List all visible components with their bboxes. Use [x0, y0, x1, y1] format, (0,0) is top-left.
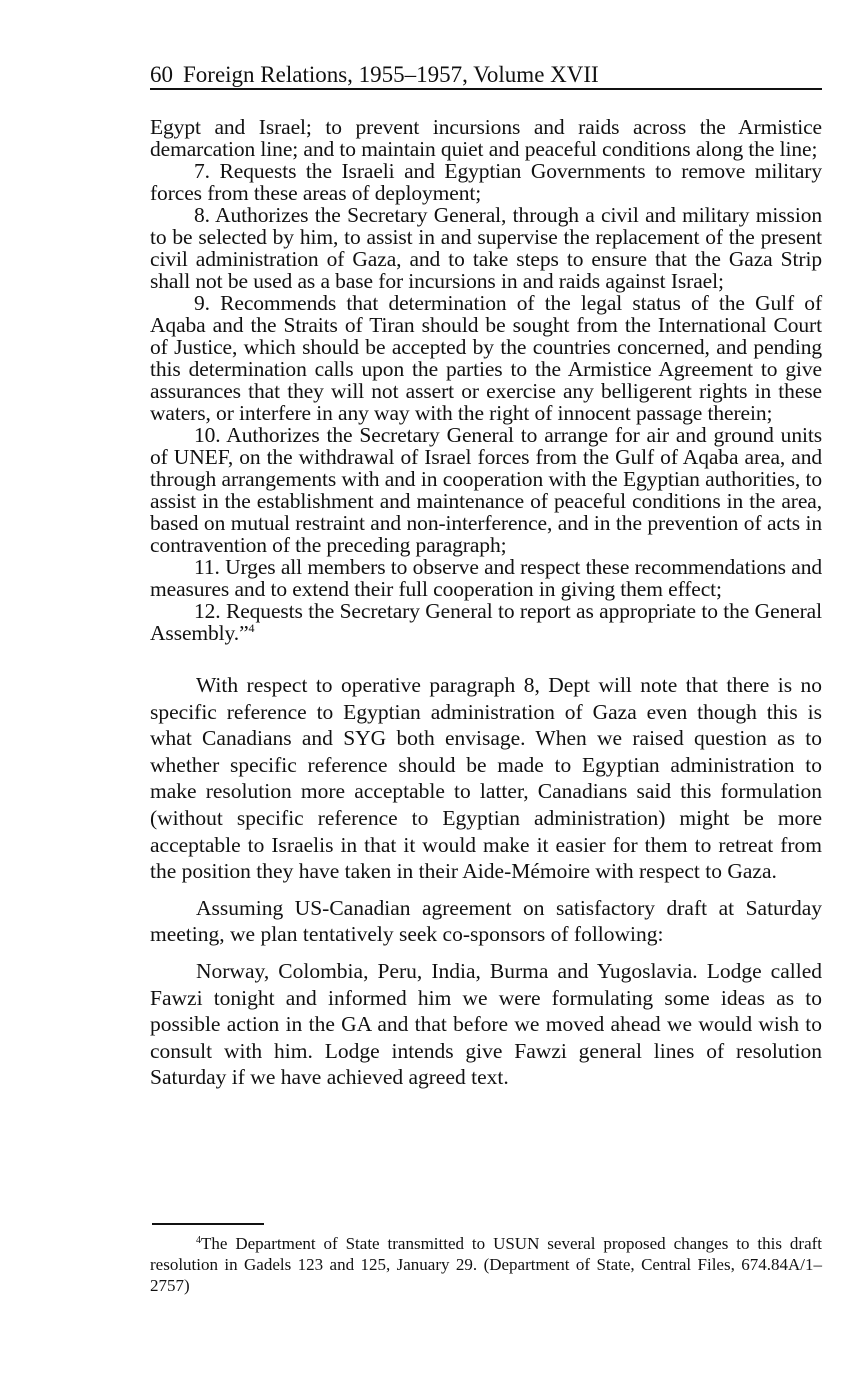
footnote-divider: [152, 1223, 264, 1225]
resolution-lead-in: Egypt and Israel; to prevent incursions and raids across the Armistice demarcation line; and to maintain quiet and peaceful conditions along the line;: [150, 115, 822, 161]
resolution-paragraph-12-text: 12. Requests the Secretary General to report as appropriate to the General Assembly.”: [150, 599, 822, 645]
resolution-paragraph-8: 8. Authorizes the Secretary General, through a civil and military mission to be selected by him, to assist in and supervise the replacement of the present civil administration of Gaza, and to take steps to ensure that the Gaza Strip shall not be used as a base for incursions in and raids against Israel;: [150, 203, 822, 293]
body-text: [150, 116, 822, 1101]
running-title: Foreign Relations, 1955–1957, Volume XVII: [183, 62, 599, 87]
footnote: [150, 1233, 822, 1296]
telegram-prose: [150, 672, 822, 1091]
footnote-reference[interactable]: 4: [248, 621, 255, 635]
footnote-text: The Department of State transmitted to USUN several proposed changes to this draft resolution in Gadels 123 and 125, January 29. (Department of State, Central Files, 674.84A/1–2757): [150, 1234, 822, 1295]
prose-paragraph: With respect to operative paragraph 8, Dept will note that there is no specific reference to Egyptian administration of Gaza even though this is what Canadians and SYG both envisage. When we raised question as to whether specific reference should be made to Egyptian administration to make resolution more acceptable to latter, Canadians said this formulation (without specific reference to Egyptian administration) might be more acceptable to Israelis in that it would make it easier for them to retreat from the position they have taken in their Aide-Mémoire with respect to Gaza.: [150, 673, 822, 884]
resolution-paragraph-7: 7. Requests the Israeli and Egyptian Governments to remove military forces from these areas of deployment;: [150, 159, 822, 205]
resolution-paragraph-11: 11. Urges all members to observe and respect these recommendations and measures and to extend their full cooperation in giving them effect;: [150, 555, 822, 601]
resolution-paragraph-12: [150, 600, 822, 644]
resolution-paragraph-9: 9. Recommends that determination of the legal status of the Gulf of Aqaba and the Straits of Tiran should be sought from the International Court of Justice, which should be accepted by the countries concerned, and pending this determination calls upon the parties to the Armistice Agreement to give assurances that they will not assert or exercise any belligerent rights in these waters, or interfere in any way with the right of innocent passage therein;: [150, 291, 822, 425]
page-number: 60: [150, 62, 173, 87]
quoted-resolution: [150, 116, 822, 644]
prose-paragraph: Assuming US-Canadian agreement on satisfactory draft at Saturday meeting, we plan tentatively seek co-sponsors of following:: [150, 895, 822, 947]
running-header: [150, 60, 822, 90]
resolution-paragraph-10: 10. Authorizes the Secretary General to arrange for air and ground units of UNEF, on the withdrawal of Israel forces from the Gulf of Aqaba area, and through arrangements with and in cooperation with the Egyptian authorities, to assist in the establishment and maintenance of peaceful conditions in the area, based on mutual restraint and non-interference, and in the prevention of acts in contravention of the preceding paragraph;: [150, 423, 822, 557]
prose-paragraph: Norway, Colombia, Peru, India, Burma and Yugoslavia. Lodge called Fawzi tonight and informed him we were formulating some ideas as to possible action in the GA and that before we moved ahead we would wish to consult with him. Lodge intends give Fawzi general lines of resolution Saturday if we have achieved agreed text.: [150, 958, 822, 1090]
footnote-marker: 4: [196, 1235, 201, 1246]
